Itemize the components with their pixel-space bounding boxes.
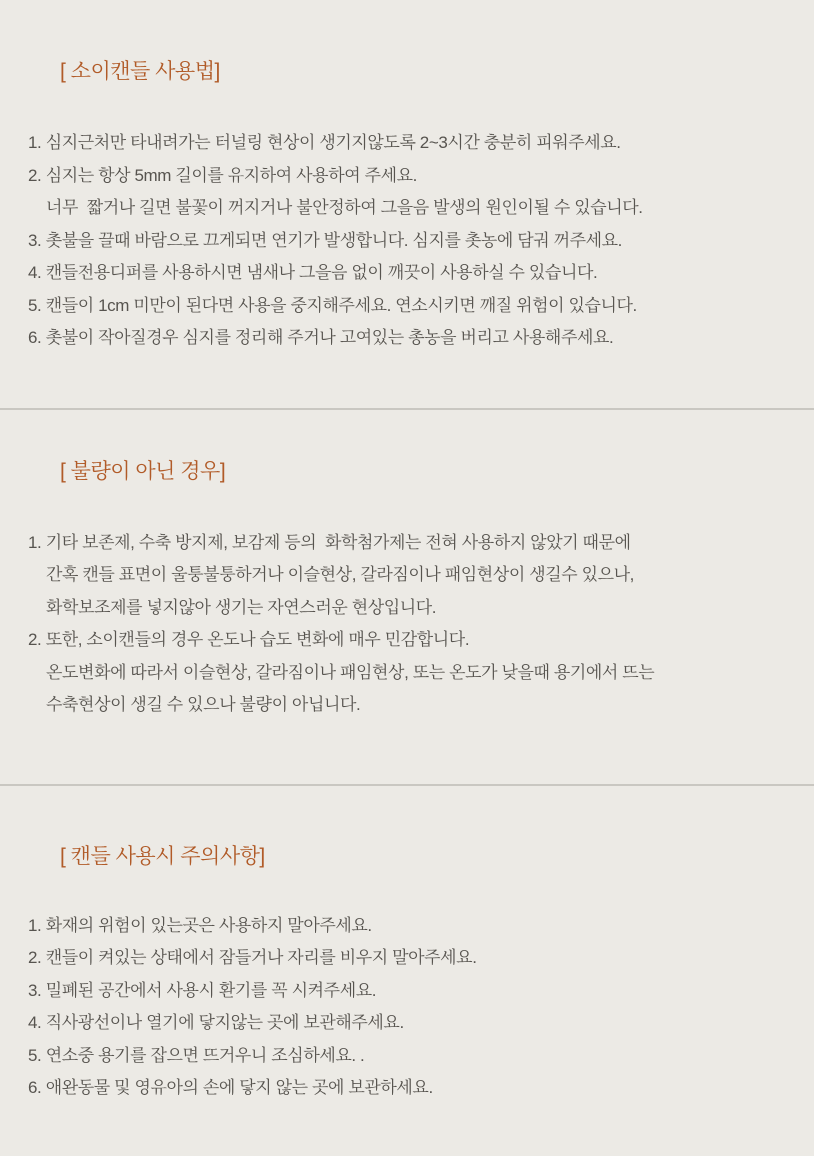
list-item-continuation: 너무 짧거나 길면 불꽃이 꺼지거나 불안정하여 그을음 발생의 원인이될 수 있습니다.: [46, 198, 643, 217]
list-item-continuation: 온도변화에 따라서 이슬현상, 갈라짐이나 패임현상, 또는 온도가 낮을때 용기에서 뜨는: [46, 662, 655, 682]
section-title-not-defect: [ 불량이 아닌 경우]: [60, 459, 226, 483]
list-item: 3. 밀폐된 공간에서 사용시 환기를 꼭 시켜주세요.: [28, 980, 377, 1000]
list-item-continuation: 간혹 캔들 표면이 울퉁불퉁하거나 이슬현상, 갈라짐이나 패임현상이 생길수 있으나,: [46, 565, 634, 584]
list-item: 2. 캔들이 켜있는 상태에서 잠들거나 자리를 비우지 말아주세요.: [28, 948, 477, 967]
list-item: 1. 심지근처만 타내려가는 터널링 현상이 생기지않도록 2~3시간 충분히 피워주세요.: [28, 133, 621, 152]
list-item: 3. 촛불을 끌때 바람으로 끄게되면 연기가 발생합니다. 심지를 촛농에 담궈 꺼주세요.: [28, 230, 622, 250]
list-item: 2. 심지는 항상 5mm 길이를 유지하여 사용하여 주세요.: [28, 165, 417, 185]
list-item: 1. 기타 보존제, 수축 방지제, 보감제 등의 화학첨가제는 전혀 사용하지 않았기 때문에: [28, 532, 631, 552]
list-item: 5. 연소중 용기를 잡으면 뜨거우니 조심하세요. .: [28, 1045, 365, 1065]
section-title-caution: [ 캔들 사용시 주의사항]: [60, 844, 265, 868]
section-caution: [0, 843, 814, 1105]
usage-list: [0, 127, 814, 355]
section-not-a-defect: [0, 458, 814, 722]
list-item: 2. 또한, 소이캔들의 경우 온도나 습도 변화에 매우 민감합니다.: [28, 630, 470, 649]
section-soy-candle-usage: [0, 58, 814, 355]
list-item: 1. 화재의 위험이 있는곳은 사용하지 말아주세요.: [28, 915, 372, 935]
section-divider: [0, 784, 814, 786]
list-item: 6. 애완동물 및 영유아의 손에 닿지 않는 곳에 보관하세요.: [28, 1078, 433, 1097]
not-defect-list: [0, 527, 814, 722]
list-item: 5. 캔들이 1cm 미만이 된다면 사용을 중지해주세요. 연소시키면 깨질 위험이 있습니다.: [28, 295, 637, 315]
list-item: 4. 직사광선이나 열기에 닿지않는 곳에 보관해주세요.: [28, 1013, 404, 1032]
caution-list: [0, 910, 814, 1105]
section-title-usage: [ 소이캔들 사용법]: [60, 60, 220, 83]
list-item-continuation: 수축현상이 생길 수 있으나 불량이 아닙니다.: [46, 695, 361, 714]
section-divider: [0, 408, 814, 410]
list-item-continuation: 화학보조제를 넣지않아 생기는 자연스러운 현상입니다.: [46, 597, 437, 617]
list-item: 4. 캔들전용디퍼를 사용하시면 냄새나 그을음 없이 깨끗이 사용하실 수 있습니다.: [28, 263, 598, 282]
list-item: 6. 촛불이 작아질경우 심지를 정리해 주거나 고여있는 총농을 버리고 사용해주세요.: [28, 328, 614, 347]
